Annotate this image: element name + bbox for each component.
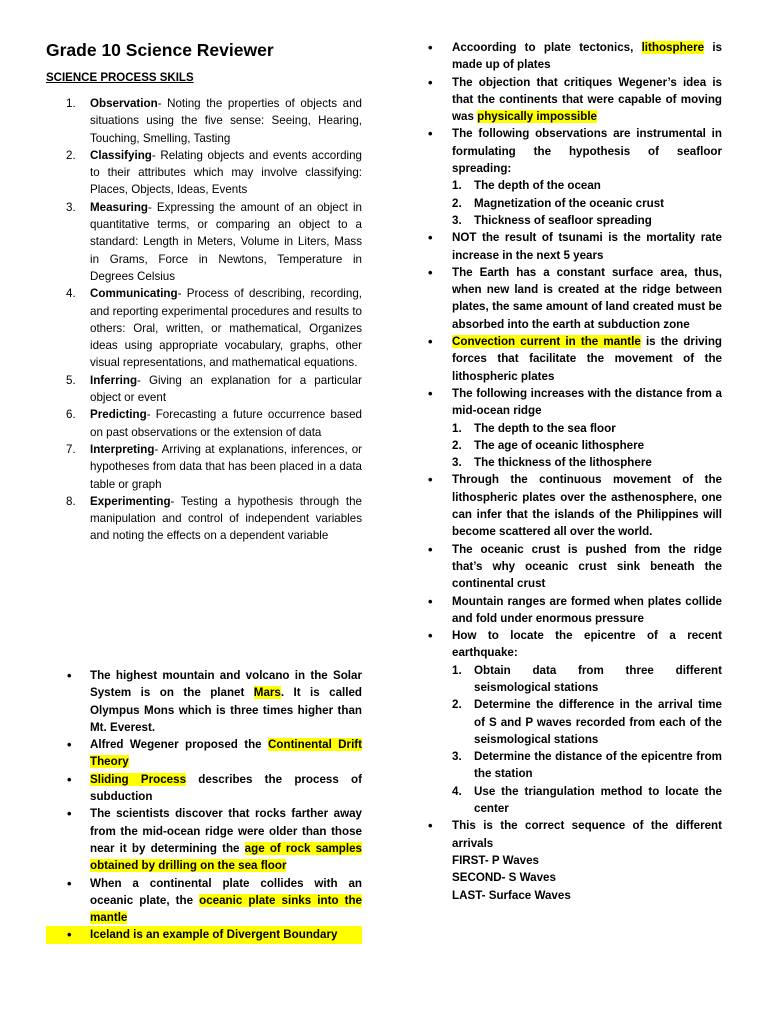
skill-term: Experimenting [90, 494, 171, 508]
fact-item: • The Earth has a constant surface area, thus, when new land is created at the ridge between plates, the same amount of land created must be absorbed into the earth at subduction zone [428, 264, 722, 333]
skill-term: Predicting [90, 408, 147, 422]
fact-item: • Accoording to plate tectonics, lithosphere is made up of plates [428, 39, 722, 74]
sub-item: 2. Magnetization of the oceanic crust [452, 196, 665, 210]
skill-definition: - Process of describing, recording, and reporting experimental procedures and results to others: Oral, written, or mathematical, Organizes ideas using appropriate vocabulary, graphs, other visual representations, and mathematical equations. [90, 287, 362, 370]
skill-definition: - Forecasting a future occurrence based on past observations or the extension of data [90, 408, 362, 439]
skill-term: Classifying [90, 148, 152, 162]
skill-item: 7. Interpreting- Arriving at explanations, inferences, or hypotheses from data that has been placed in a data table or graph [66, 442, 362, 491]
skill-term: Interpreting [90, 442, 155, 456]
sub-item: 1. Obtain data from three different seismological stations [452, 663, 722, 694]
sub-item: 3. Determine the distance of the epicentre from the station [452, 750, 722, 781]
skill-definition: - Relating objects and events according to their attributes which may involve classifying: Places, Objects, Ideas, Events [90, 148, 362, 197]
fact-item: • This is the correct sequence of the different arrivals FIRST- P Waves SECOND- S Waves LAST- Surface Waves [428, 817, 722, 903]
arrival-first: FIRST- P Waves [452, 853, 539, 867]
fact-item: • The highest mountain and volcano in the Solar System is on the planet Mars. It is called Olympus Mons which is three times higher than Mt. Everest. [46, 667, 362, 736]
skill-term: Measuring [90, 200, 148, 214]
skill-definition: - Arriving at explanations, inferences, or hypotheses from data that has been placed in a data table or graph [90, 442, 362, 491]
skill-definition: - Giving an explanation for a particular object or event [90, 373, 362, 405]
fact-item: • How to locate the epicentre of a recent earthquake: 1. Obtain data from three different seismological stations 2. Determine the difference in the arrival time of S and P waves recorded from each of the seismological stations 3. Determine the distance of the epicentre from the station 4. Use the triangulation method to locate the center [428, 627, 722, 817]
page-title: Grade 10 Science Reviewer [46, 40, 274, 60]
fact-item: • The objection that critiques Wegener’s idea is that the continents that were capable of moving was physically impossible [428, 74, 722, 126]
skill-definition: - Testing a hypothesis through the manipulation and control of independent variables and noting the effects on a dependent variable [90, 494, 362, 543]
sub-item: 3. Thickness of seafloor spreading [452, 213, 652, 227]
skill-item: 3. Measuring- Expressing the amount of an object in quantitative terms, or comparing an object to a standard: Length in Meters, Volume in Liters, Mass in Grams, Force in Newtons, Temperature in Degrees Celsius [66, 200, 362, 283]
fact-item: • Alfred Wegener proposed the Continental Drift Theory [46, 736, 362, 771]
skill-definition: - Expressing the amount of an object in quantitative terms, or comparing an object to a standard: Length in Meters, Volume in Liters, Mass in Grams, Force in Newtons, Temperature in Degrees Celsius [90, 200, 362, 283]
fact-item: • Through the continuous movement of the lithospheric plates over the asthenosphere, one can infer that the islands of the Philippines will become scattered all over the world. [428, 471, 722, 540]
skill-item: 2. Classifying- Relating objects and events according to their attributes which may involve classifying: Places, Objects, Ideas, Events [66, 148, 362, 197]
section-heading: SCIENCE PROCESS SKILS [46, 72, 194, 84]
skill-term: Inferring [90, 373, 138, 387]
skill-item: 5. Inferring- Giving an explanation for a particular object or event [66, 373, 362, 405]
fact-item: • When a continental plate collides with an oceanic plate, the oceanic plate sinks into the mantle [46, 875, 362, 927]
arrival-second: SECOND- S Waves [452, 871, 556, 885]
left-facts-list [46, 667, 362, 944]
sub-item: 2. Determine the difference in the arrival time of S and P waves recorded from each of the seismological stations [452, 698, 722, 746]
sub-item: 1. The depth to the sea floor [452, 421, 616, 435]
skill-item: 8. Experimenting- Testing a hypothesis through the manipulation and control of independent variables and noting the effects on a dependent variable [66, 494, 362, 543]
arrival-last: LAST- Surface Waves [452, 888, 571, 902]
sub-list [452, 177, 722, 229]
sub-item: 3. The thickness of the lithosphere [452, 456, 652, 470]
sub-item: 4. Use the triangulation method to locate the center [452, 784, 722, 816]
fact-item: • Mountain ranges are formed when plates collide and fold under enormous pressure [428, 593, 722, 628]
fact-item: • The following increases with the distance from a mid-ocean ridge 1. The depth to the sea floor 2. The age of oceanic lithosphere 3. The thickness of the lithosphere [428, 385, 722, 471]
fact-item: • The scientists discover that rocks farther away from the mid-ocean ridge were older than those near it by determining the age of rock samples obtained by drilling on the sea floor [46, 805, 362, 874]
sub-list [452, 420, 722, 472]
skills-list [46, 95, 362, 545]
skill-item: 6. Predicting- Forecasting a future occurrence based on past observations or the extension of data [66, 408, 362, 439]
fact-item: • Iceland is an example of Divergent Boundary [46, 926, 362, 943]
fact-item: • Sliding Process describes the process of subduction [46, 771, 362, 806]
fact-item: • NOT the result of tsunami is the mortality rate increase in the next 5 years [428, 229, 722, 264]
skill-term: Observation [90, 97, 158, 110]
skill-item: 4. Communicating- Process of describing, recording, and reporting experimental procedures and results to others: Oral, written, or mathematical, Organizes ideas using appropriate vocabulary, graphs, other visual representations, and mathematical equations. [66, 287, 362, 370]
fact-item: • Convection current in the mantle is the driving forces that facilitate the movement of the lithospheric plates [428, 333, 722, 385]
skill-definition: - Noting the properties of objects and situations using the five sense: Seeing, Hearing, Touching, Smelling, Tasting [90, 97, 362, 145]
right-facts-list [428, 39, 722, 904]
fact-item: • The following observations are instrumental in formulating the hypothesis of seafloor spreading: 1. The depth of the ocean 2. Magnetization of the oceanic crust 3. Thickness of seafloor spreading [428, 125, 722, 229]
sub-item: 2. The age of oceanic lithosphere [452, 438, 645, 452]
sub-item: 1. The depth of the ocean [452, 179, 601, 193]
fact-item: • The oceanic crust is pushed from the ridge that’s why oceanic crust sink beneath the continental crust [428, 541, 722, 593]
sub-list [452, 662, 722, 818]
skill-item: 1. Observation- Noting the properties of objects and situations using the five sense: Seeing, Hearing, Touching, Smelling, Tasting [66, 97, 362, 145]
skill-term: Communicating [90, 287, 178, 301]
